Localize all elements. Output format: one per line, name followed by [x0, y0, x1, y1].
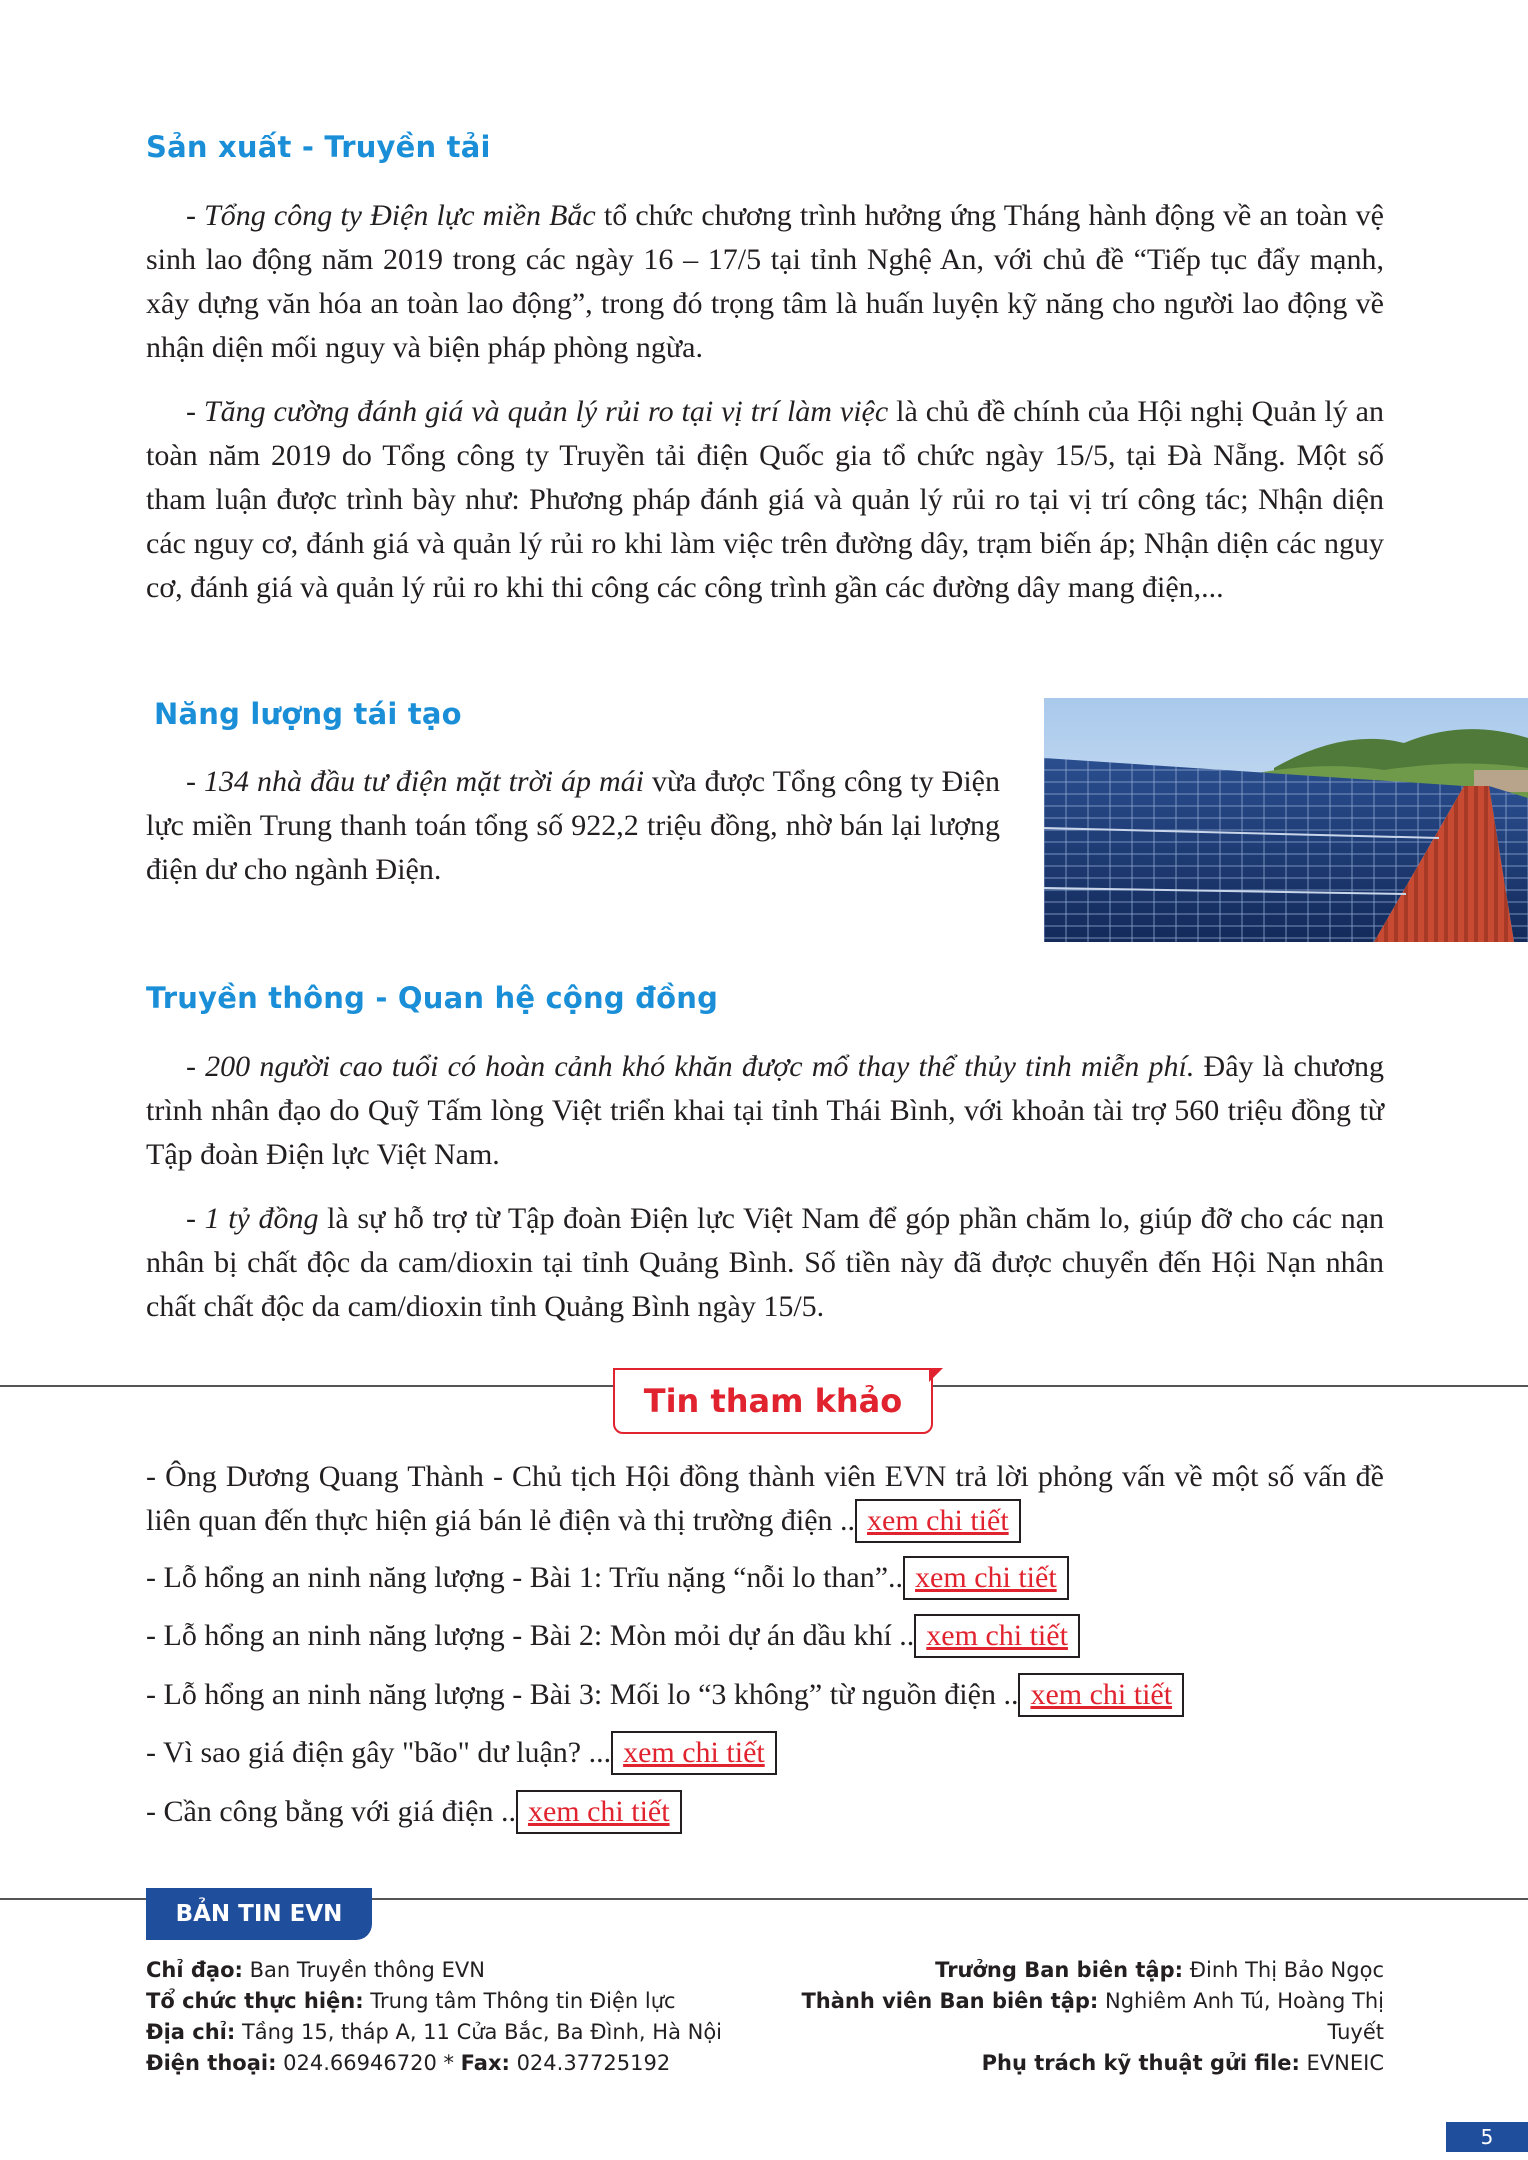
tab-corner-decoration [929, 1368, 943, 1382]
view-details-link-3[interactable]: xem chi tiết [914, 1614, 1080, 1658]
view-details-link-4[interactable]: xem chi tiết [1018, 1673, 1184, 1717]
production-paragraph-1: - Tổng công ty Điện lực miền Bắc tổ chức chương trình hưởng ứng Tháng hành động về an toàn vệ sinh lao động năm 2019 trong các ngày 16 – 17/5 tại tỉnh Nghệ An, với chủ đề “Tiếp tục đẩy mạnh, xây dựng văn hóa an toàn lao động”, trong đó trọng tâm là huấn luyện kỹ năng cho người lao động về nhận diện mối nguy và biện pháp phòng ngừa. [146, 199, 1384, 364]
community-paragraph-2: - 1 tỷ đồng là sự hỗ trợ từ Tập đoàn Điện lực Việt Nam để góp phần chăm lo, giúp đỡ cho các nạn nhân bị chất độc da cam/dioxin tại tỉnh Quảng Bình. Số tiền này đã được chuyển đến Hội Nạn nhân chất chất độc da cam/dioxin tỉnh Quảng Bình ngày 15/5. [146, 1202, 1385, 1323]
production-paragraph-2: - Tăng cường đánh giá và quản lý rủi ro tại vị trí làm việc là chủ đề chính của Hội nghị Quản lý an toàn năm 2019 do Tổng công ty Truyền tải điện Quốc gia tổ chức ngày 15/5, tại Đà Nẵng. Một số tham luận được trình bày như: Phương pháp đánh giá và quản lý rủi ro tại vị trí công tác; Nhận diện các nguy cơ, đánh giá và quản lý rủi ro khi làm việc trên đường dây, trạm biến áp; Nhận diện các nguy cơ, đánh giá và quản lý rủi ro khi thi công các công trình gần các đường dây mang điện,... [146, 395, 1384, 604]
footer-line-organizer: Tổ chức thực hiện: Trung tâm Thông tin Điện lực [146, 1989, 676, 2013]
community-paragraph-1: - 200 người cao tuổi có hoàn cảnh khó khăn được mổ thay thể thủy tinh miễn phí. Đây là chương trình nhân đạo do Quỹ Tấm lòng Việt triển khai tại tỉnh Thái Bình, với khoản tài trợ 560 triệu đồng từ Tập đoàn Điện lực Việt Nam. [146, 1050, 1384, 1171]
reference-item-1: - Ông Dương Quang Thành - Chủ tịch Hội đồng thành viên EVN trả lời phỏng vấn về một số vấn đề liên quan đến thực hiện giá bán lẻ điện và thị trường điện .. xem chi tiết [146, 1455, 1384, 1543]
section-title-renewable: Năng lượng tái tạo [154, 697, 462, 731]
view-details-link-1[interactable]: xem chi tiết [855, 1499, 1021, 1543]
view-details-link-2[interactable]: xem chi tiết [903, 1556, 1069, 1600]
footer-credits-right [780, 1955, 1384, 2079]
footer-line-technical: Phụ trách kỹ thuật gửi file: EVNEIC [981, 2051, 1384, 2075]
solar-panels-photo [1044, 698, 1528, 942]
section-title-community: Truyền thông - Quan hệ cộng đồng [146, 981, 719, 1015]
reference-item-6: - Cần công bằng với giá điện .. xem chi tiết [146, 1790, 682, 1834]
footer-credits-left [146, 1955, 846, 2079]
newsletter-badge: BẢN TIN EVN [146, 1888, 372, 1940]
footer-line-direction: Chỉ đạo: Ban Truyền thông EVN [146, 1958, 485, 1982]
footer-line-address: Địa chỉ: Tầng 15, tháp A, 11 Cửa Bắc, Ba Đình, Hà Nội [146, 2020, 723, 2044]
reference-item-2: - Lỗ hổng an ninh năng lượng - Bài 1: Trĩu nặng “nỗi lo than”.. xem chi tiết [146, 1556, 1069, 1600]
reference-item-4: - Lỗ hổng an ninh năng lượng - Bài 3: Mối lo “3 không” từ nguồn điện .. xem chi tiết [146, 1673, 1184, 1717]
footer-line-phone-fax: Điện thoại: 024.66946720 * Fax: 024.37725192 [146, 2051, 671, 2075]
reference-item-3: - Lỗ hổng an ninh năng lượng - Bài 2: Mòn mỏi dự án dầu khí .. xem chi tiết [146, 1614, 1080, 1658]
view-details-link-5[interactable]: xem chi tiết [611, 1731, 777, 1775]
renewable-paragraph-1: - 134 nhà đầu tư điện mặt trời áp mái vừa được Tổng công ty Điện lực miền Trung thanh toán tổng số 922,2 triệu đồng, nhờ bán lại lượng điện dư cho ngành Điện. [146, 765, 1000, 886]
reference-item-5: - Vì sao giá điện gây "bão" dư luận? ... xem chi tiết [146, 1731, 777, 1775]
section-title-production: Sản xuất - Truyền tải [146, 130, 491, 164]
references-heading: Tin tham khảo [613, 1368, 933, 1434]
page-number: 5 [1446, 2122, 1528, 2152]
footer-line-editorial-members: Thành viên Ban biên tập: Nghiêm Anh Tú, Hoàng Thị Tuyết [801, 1989, 1384, 2044]
footer-line-editor-in-chief: Trưởng Ban biên tập: Đinh Thị Bảo Ngọc [935, 1958, 1384, 1982]
view-details-link-6[interactable]: xem chi tiết [516, 1790, 682, 1834]
